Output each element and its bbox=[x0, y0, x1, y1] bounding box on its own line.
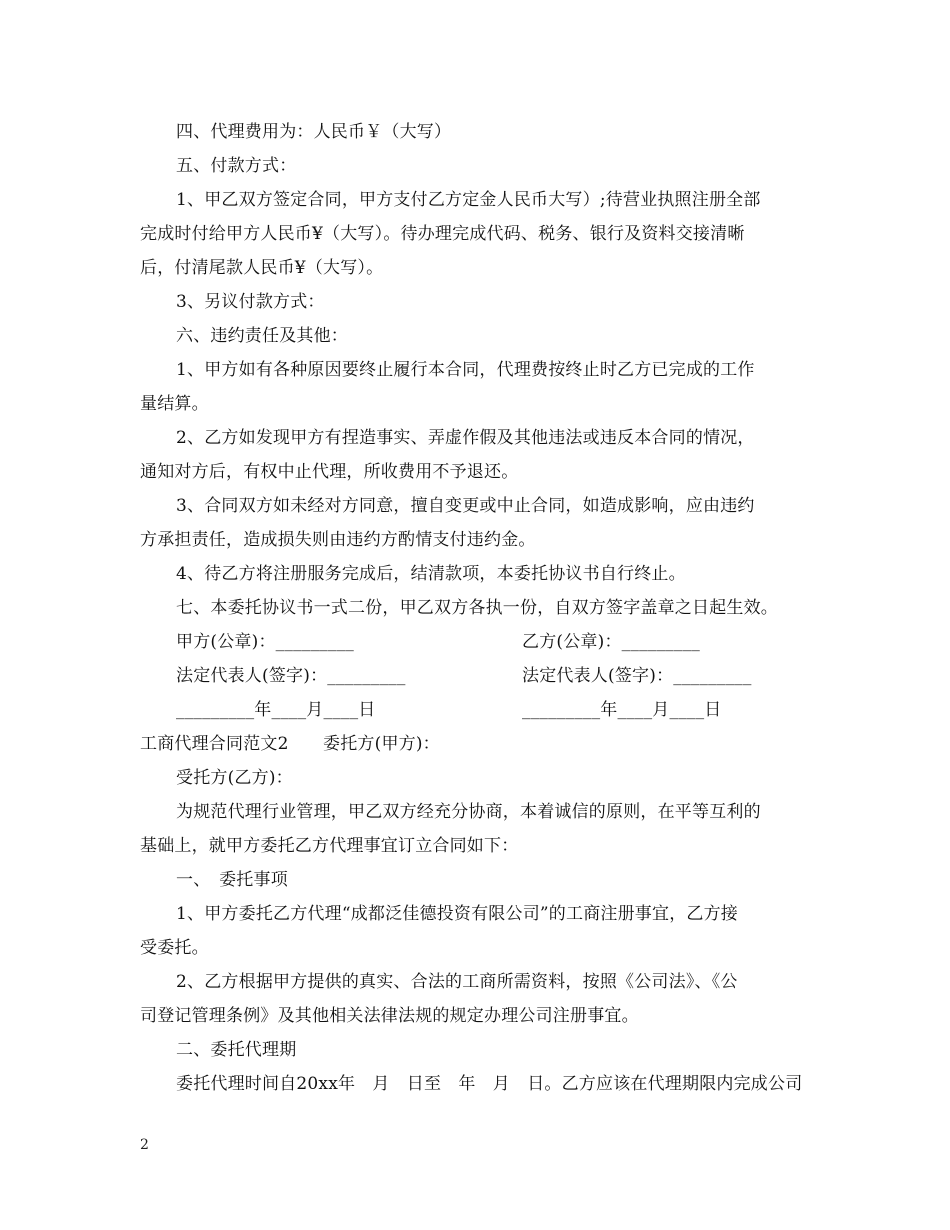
entrusted-item-2-line: 2、乙方根据甲方提供的真实、合法的工商所需资料，按照《公司法》、《公 bbox=[176, 972, 738, 992]
payment-item-1-line: 1、甲乙双方签定合同，甲方支付乙方定金人民币大写）;待营业执照注册全部 bbox=[176, 190, 761, 210]
page-number: 2 bbox=[140, 1137, 149, 1153]
preamble-end: 基础上，就甲方委托乙方代理事宜订立合同如下： bbox=[140, 836, 519, 856]
payment-heading-line: 五、付款方式： bbox=[176, 156, 297, 176]
payment-item-1-continuation: 完成时付给甲方人民币¥（大写）。待办理完成代码、税务、银行及资料交接清晰 bbox=[140, 224, 745, 244]
party-b-seal-line: 乙方(公章)：_________ bbox=[522, 632, 700, 652]
entrusted-matters-heading: 一、 委托事项 bbox=[176, 870, 288, 890]
effectiveness-clause-line: 七、本委托协议书一式二份，甲乙双方各执一份，自双方签字盖章之日起生效。 bbox=[176, 598, 778, 618]
agency-period-line: 委托代理时间自20xx年 月 日至 年 月 日。乙方应该在代理期限内完成公司 bbox=[176, 1074, 803, 1094]
preamble-line: 为规范代理行业管理，甲乙双方经充分协商，本着诚信的原则，在平等互利的 bbox=[176, 802, 761, 822]
payment-item-1-end: 后，付清尾款人民币¥（大写）。 bbox=[140, 258, 384, 278]
breach-item-2-end: 通知对方后，有权中止代理，所收费用不予退还。 bbox=[140, 462, 519, 482]
party-b-date-line: _________年____月____日 bbox=[522, 700, 722, 720]
entrusted-item-1-line: 1、甲方委托乙方代理“成都泛佳德投资有限公司”的工商注册事宜，乙方接 bbox=[176, 904, 738, 924]
agency-period-heading: 二、委托代理期 bbox=[176, 1040, 297, 1060]
sample-two-heading-line: 工商代理合同范文2 委托方(甲方)： bbox=[140, 734, 440, 754]
entrusted-item-1-end: 受委托。 bbox=[140, 938, 209, 958]
breach-item-2-line: 2、乙方如发现甲方有捏造事实、弄虚作假及其他违法或违反本合同的情况， bbox=[176, 428, 755, 448]
breach-item-1-end: 量结算。 bbox=[140, 394, 209, 414]
breach-item-4-line: 4、待乙方将注册服务完成后，结清款项，本委托协议书自行终止。 bbox=[176, 564, 686, 584]
party-a-seal-line: 甲方(公章)：_________ bbox=[176, 632, 354, 652]
breach-item-3-end: 方承担责任，造成损失则由违约方酌情支付违约金。 bbox=[140, 530, 536, 550]
fee-clause-line: 四、代理费用为：人民币￥（大写） bbox=[176, 122, 452, 142]
breach-item-1-line: 1、甲方如有各种原因要终止履行本合同，代理费按终止时乙方已完成的工作 bbox=[176, 360, 755, 380]
breach-heading-line: 六、违约责任及其他： bbox=[176, 326, 348, 346]
party-a-representative-line: 法定代表人(签字)：_________ bbox=[176, 666, 406, 686]
party-b-representative-line: 法定代表人(签字)：_________ bbox=[522, 666, 752, 686]
trustee-line: 受托方(乙方)： bbox=[176, 768, 293, 788]
entrusted-item-2-end: 司登记管理条例》及其他相关法律法规的规定办理公司注册事宜。 bbox=[140, 1006, 639, 1026]
breach-item-3-line: 3、合同双方如未经对方同意，擅自变更或中止合同，如造成影响，应由违约 bbox=[176, 496, 755, 516]
payment-item-3-line: 3、另议付款方式： bbox=[176, 292, 325, 312]
party-a-date-line: _________年____月____日 bbox=[176, 700, 376, 720]
